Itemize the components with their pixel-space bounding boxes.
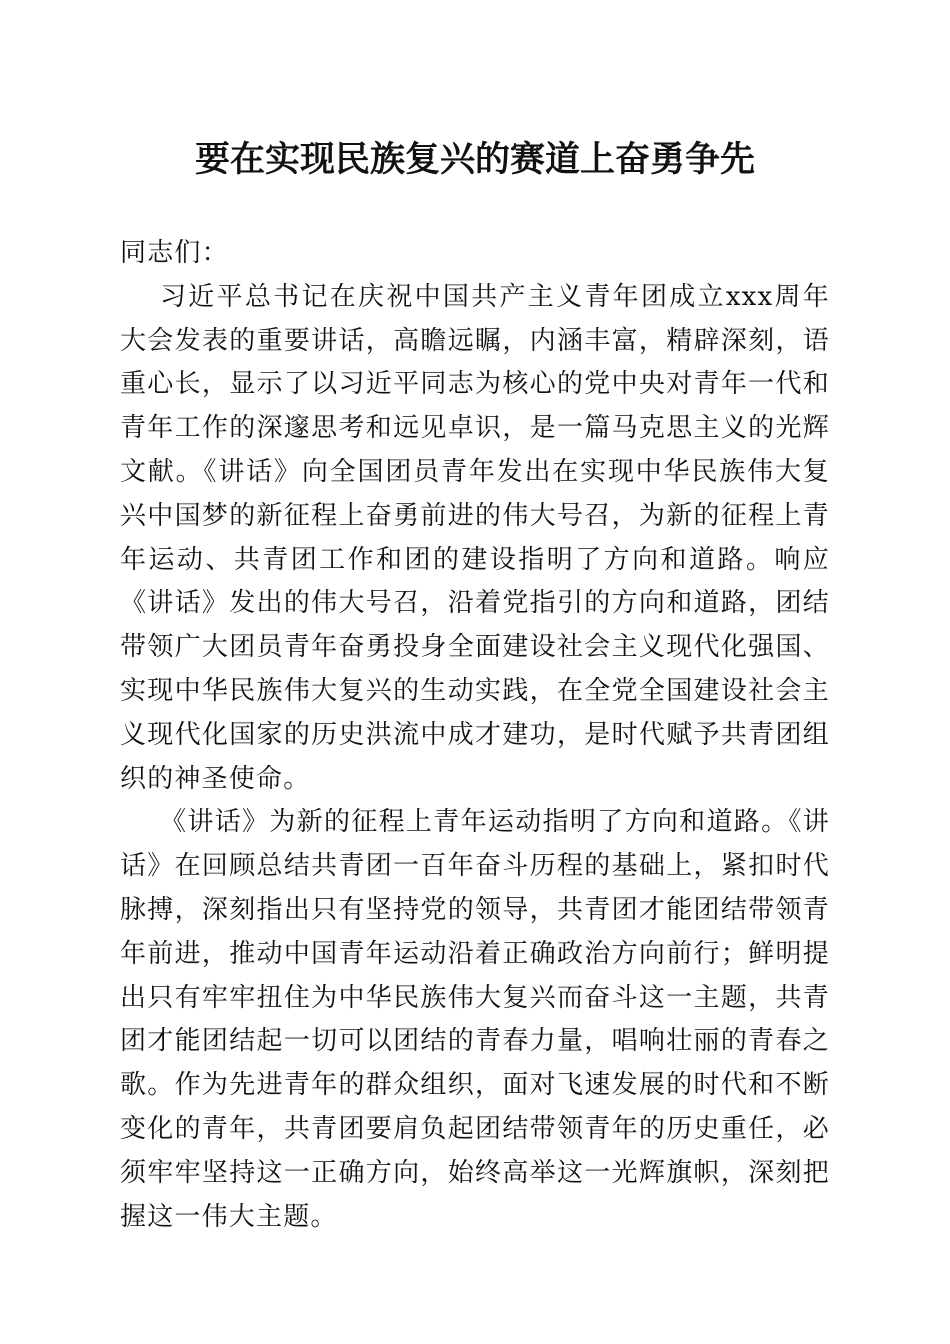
document-body xyxy=(120,232,830,1239)
salutation: 同志们： xyxy=(120,238,229,268)
paragraph-2: 《讲话》为新的征程上青年运动指明了方向和道路。《讲话》在回顾总结共青团一百年奋斗历程的基础上，紧扣时代脉搏，深刻指出只有坚持党的领导，共青团才能团结带领青年前进，推动中国青年运动沿着正确政治方向前行；鲜明提出只有牢牢扭住为中华民族伟大复兴而奋斗这一主题，共青团才能团结起一切可以团结的青春力量，唱响壮丽的青春之歌。作为先进青年的群众组织，面对飞速发展的时代和不断变化的青年，共青团要肩负起团结带领青年的历史重任，必须牢牢坚持这一正确方向，始终高举这一光辉旗帜，深刻把握这一伟大主题。 xyxy=(120,807,830,1232)
paragraph-1: 习近平总书记在庆祝中国共产主义青年团成立xxx周年大会发表的重要讲话，高瞻远瞩，内涵丰富，精辟深刻，语重心长，显示了以习近平同志为核心的党中央对青年一代和青年工作的深邃思考和远见卓识，是一篇马克思主义的光辉文献。《讲话》向全国团员青年发出在实现中华民族伟大复兴中国梦的新征程上奋勇前进的伟大号召，为新的征程上青年运动、共青团工作和团的建设指明了方向和道路。响应《讲话》发出的伟大号召，沿着党指引的方向和道路，团结带领广大团员青年奋勇投身全面建设社会主义现代化强国、实现中华民族伟大复兴的生动实践，在全党全国建设社会主义现代化国家的历史洪流中成才建功，是时代赋予共青团组织的神圣使命。 xyxy=(120,281,830,794)
document-title: 要在实现民族复兴的赛道上奋勇争先 xyxy=(194,139,755,180)
